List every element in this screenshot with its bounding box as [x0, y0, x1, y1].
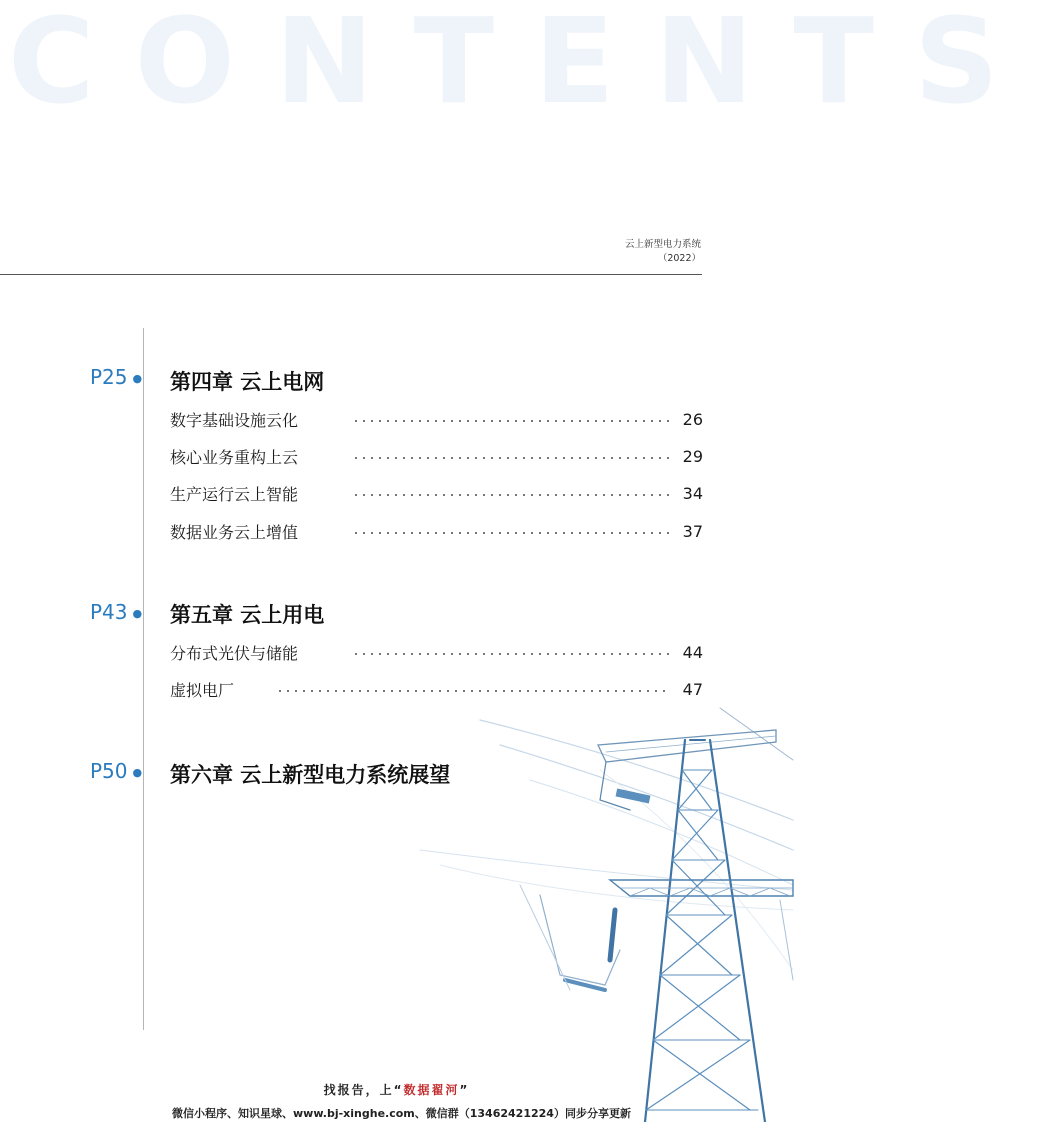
- toc-item[interactable]: [170, 443, 703, 469]
- page-ref-text: P25: [90, 365, 128, 389]
- dot-leader: [352, 420, 671, 422]
- toc-item-label: 数字基础设施云化: [170, 410, 299, 430]
- chapter-title[interactable]: 第六章 云上新型电力系统展望: [170, 763, 451, 787]
- footer-brand[interactable]: 数据翟河: [403, 1083, 460, 1097]
- bullet-dot-icon: ●: [132, 766, 143, 779]
- header-divider: [0, 274, 702, 275]
- toc-item-page: 29: [682, 446, 703, 466]
- page-ref-text: P43: [90, 600, 128, 624]
- bullet-dot-icon: ●: [132, 607, 143, 620]
- vertical-divider: [143, 328, 144, 1030]
- dot-leader: [352, 457, 671, 459]
- page-ref-text: P50: [90, 759, 128, 783]
- chapter-page-ref[interactable]: [90, 759, 142, 783]
- dot-leader: [352, 532, 671, 534]
- toc-item[interactable]: [170, 480, 703, 506]
- dot-leader: [276, 690, 671, 692]
- toc-item-page: 37: [682, 521, 703, 541]
- document-title-line1: 云上新型电力系统: [624, 239, 701, 250]
- document-title: [625, 238, 701, 266]
- toc-item-label: 数据业务云上增值: [170, 522, 299, 542]
- power-tower-icon: [420, 700, 793, 1122]
- toc-item[interactable]: [170, 639, 703, 665]
- dot-leader: [352, 653, 671, 655]
- document-title-line2: （2022）: [657, 253, 701, 264]
- toc-item[interactable]: [170, 518, 703, 544]
- bullet-dot-icon: ●: [132, 372, 143, 385]
- dot-leader: [352, 494, 671, 496]
- footer-channels: 微信小程序、知识星球、www.bj-xinghe.com、微信群（13462421224）同步分享更新: [172, 1107, 631, 1120]
- toc-item-page: 44: [682, 642, 703, 662]
- footer-promo-suffix: ”: [459, 1083, 470, 1097]
- chapter-title[interactable]: 第四章 云上电网: [170, 370, 325, 394]
- toc-item-page: 34: [682, 483, 703, 503]
- toc-item-label: 分布式光伏与储能: [170, 643, 299, 663]
- contents-watermark: CONTENTS: [8, 0, 1039, 130]
- toc-item-label: 生产运行云上智能: [170, 484, 299, 504]
- toc-item[interactable]: [170, 406, 703, 432]
- footer-promo-prefix: 找报告，上“: [323, 1083, 404, 1097]
- toc-item[interactable]: [170, 676, 703, 702]
- footer-promo: [0, 1081, 793, 1098]
- toc-item-page: 26: [682, 409, 703, 429]
- chapter-title[interactable]: 第五章 云上用电: [170, 603, 325, 627]
- chapter-page-ref[interactable]: [90, 365, 142, 389]
- toc-item-label: 虚拟电厂: [170, 680, 235, 700]
- chapter-page-ref[interactable]: [90, 600, 142, 624]
- toc-item-label: 核心业务重构上云: [170, 447, 299, 467]
- toc-item-page: 47: [682, 679, 703, 699]
